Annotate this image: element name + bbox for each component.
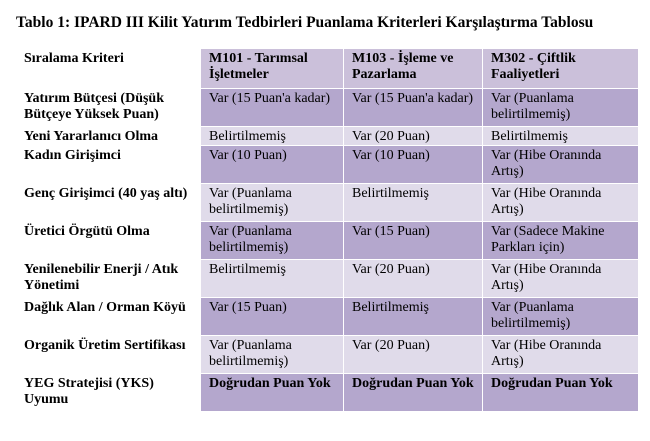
table-row [16, 298, 639, 336]
cell-m103: Var (10 Puan) [344, 146, 483, 184]
cell-m302: Var (Puanlama belirtilmemiş) [483, 89, 639, 127]
table-row [16, 184, 639, 222]
table-row [16, 336, 639, 374]
cell-m101: Var (Puanlama belirtilmemiş) [201, 184, 344, 222]
cell-m103: Var (15 Puan'a kadar) [344, 89, 483, 127]
cell-m103: Belirtilmemiş [344, 298, 483, 336]
cell-m302: Belirtilmemiş [483, 127, 639, 146]
row-criterion: Organik Üretim Sertifikası [16, 336, 201, 374]
row-criterion: Üretici Örgütü Olma [16, 222, 201, 260]
cell-m103: Doğrudan Puan Yok [344, 374, 483, 412]
cell-m101: Belirtilmemiş [201, 260, 344, 298]
cell-m103: Var (15 Puan) [344, 222, 483, 260]
table-row [16, 374, 639, 412]
row-criterion: Dağlık Alan / Orman Köyü [16, 298, 201, 336]
cell-m101: Doğrudan Puan Yok [201, 374, 344, 412]
cell-m103: Belirtilmemiş [344, 184, 483, 222]
row-criterion: Yatırım Bütçesi (Düşük Bütçeye Yüksek Puan) [16, 89, 201, 127]
row-criterion: Kadın Girişimci [16, 146, 201, 184]
table-row [16, 127, 639, 146]
row-criterion: Yeni Yararlanıcı Olma [16, 127, 201, 146]
header-m103: M103 - İşleme ve Pazarlama [344, 49, 483, 89]
header-criterion: Sıralama Kriteri [16, 49, 201, 89]
cell-m103: Var (20 Puan) [344, 260, 483, 298]
header-m101: M101 - Tarımsal İşletmeler [201, 49, 344, 89]
cell-m302: Var (Hibe Oranında Artış) [483, 260, 639, 298]
row-criterion: Yenilenebilir Enerji / Atık Yönetimi [16, 260, 201, 298]
cell-m302: Var (Hibe Oranında Artış) [483, 336, 639, 374]
row-criterion: Genç Girişimci (40 yaş altı) [16, 184, 201, 222]
cell-m302: Var (Puanlama belirtilmemiş) [483, 298, 639, 336]
comparison-table [15, 48, 639, 412]
cell-m103: Var (20 Puan) [344, 127, 483, 146]
cell-m101: Belirtilmemiş [201, 127, 344, 146]
header-row [16, 49, 639, 89]
cell-m101: Var (10 Puan) [201, 146, 344, 184]
header-m302: M302 - Çiftlik Faaliyetleri [483, 49, 639, 89]
cell-m101: Var (15 Puan'a kadar) [201, 89, 344, 127]
cell-m302: Var (Hibe Oranında Artış) [483, 184, 639, 222]
cell-m101: Var (Puanlama belirtilmemiş) [201, 336, 344, 374]
cell-m302: Doğrudan Puan Yok [483, 374, 639, 412]
cell-m101: Var (15 Puan) [201, 298, 344, 336]
table-row [16, 146, 639, 184]
table-title: Tablo 1: IPARD III Kilit Yatırım Tedbirleri Puanlama Kriterleri Karşılaştırma Tablosu [16, 14, 594, 31]
cell-m302: Var (Sadece Makine Parkları için) [483, 222, 639, 260]
table-row [16, 222, 639, 260]
row-criterion: YEG Stratejisi (YKS) Uyumu [16, 374, 201, 412]
table-row [16, 89, 639, 127]
cell-m101: Var (Puanlama belirtilmemiş) [201, 222, 344, 260]
cell-m302: Var (Hibe Oranında Artış) [483, 146, 639, 184]
cell-m103: Var (20 Puan) [344, 336, 483, 374]
table-row [16, 260, 639, 298]
